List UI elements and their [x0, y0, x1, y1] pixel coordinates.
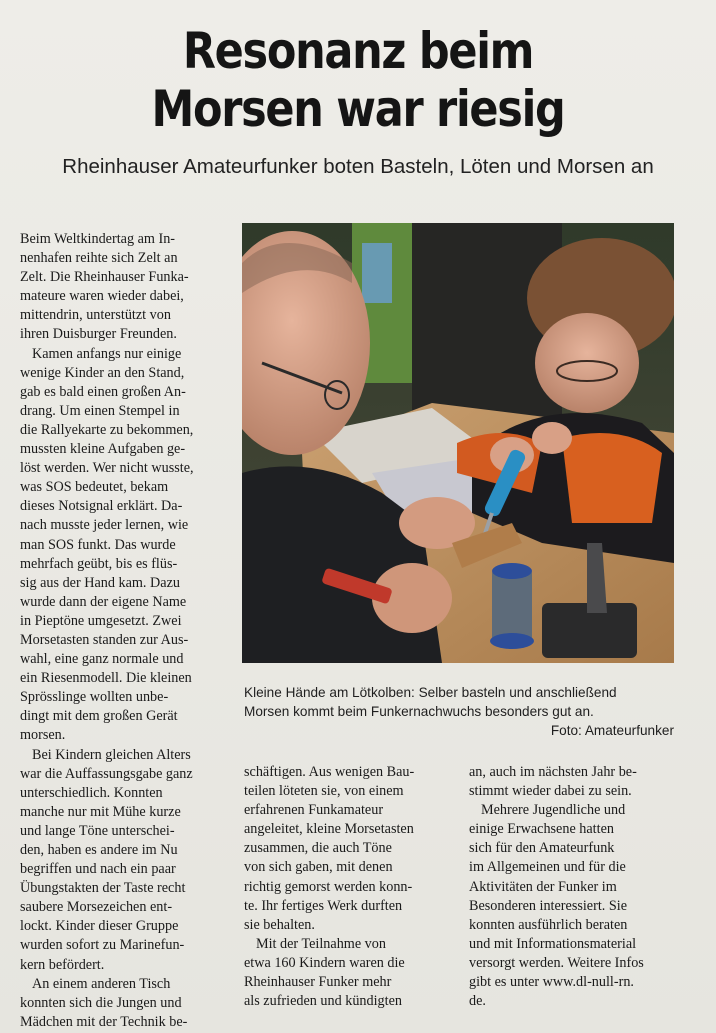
body-text-line: Zelt. Die Rheinhauser Funka-	[20, 269, 189, 286]
photo-caption	[244, 683, 674, 740]
body-text-line: erfahrenen Funkamateur	[244, 802, 384, 819]
caption-line: Morsen kommt beim Funkernachwuchs besonders gut an.	[244, 704, 594, 719]
body-text-line: Rheinhauser Funker mehr	[244, 974, 392, 991]
body-text-line: Beim Weltkindertag am In-	[20, 231, 176, 247]
body-text-line: wurden sofort zu Marinefun-	[20, 937, 185, 954]
body-text-line: gab es bald einen großen An-	[20, 383, 186, 400]
body-text-line: sich für den Amateurfunk	[469, 840, 615, 857]
body-text-line: mehrfach geübt, bis es flüs-	[20, 555, 178, 572]
body-text-line: konnten sich die Jungen und	[20, 994, 182, 1011]
body-text-line: teilen löteten sie, von einem	[244, 783, 404, 800]
body-text-line: die Rallyekarte zu bekommen,	[20, 421, 194, 438]
body-text-line: man SOS funkt. Das wurde	[20, 536, 176, 553]
body-text-line: war die Auffassungsgabe ganz	[20, 765, 193, 782]
body-text-line: löst werden. Wer nicht wusste,	[20, 460, 194, 477]
body-text-line: zusammen, die auch Töne	[244, 840, 392, 857]
headline-line-2: Morsen war riesig	[151, 80, 565, 138]
body-text-line: unterschiedlich. Konnten	[20, 784, 163, 801]
body-text-line: Mit der Teilnahme von	[256, 935, 386, 952]
body-text-line: mussten kleine Aufgaben ge-	[20, 441, 186, 458]
subheadline: Rheinhauser Amateurfunker boten Basteln, Löten und Morsen an	[62, 155, 654, 178]
article-column-3	[469, 763, 644, 1011]
body-text-line: mittendrin, unterstützt von	[20, 307, 171, 324]
body-text-line: ihren Duisburger Freunden.	[20, 326, 177, 343]
body-text-line: Übungstakten der Taste recht	[20, 880, 186, 897]
body-text-line: kern befördert.	[20, 956, 105, 973]
body-text-line: wenige Kinder an den Stand,	[20, 364, 185, 381]
body-text-line: was SOS bedeutet, bekam	[20, 479, 169, 496]
article-column-1	[20, 230, 194, 1032]
body-text-line: sie behalten.	[244, 916, 315, 933]
body-text-line: in Pieptöne umgesetzt. Zwei	[20, 612, 182, 629]
body-text-line: schäftigen. Aus wenigen Bau-	[244, 764, 415, 780]
body-text-line: An einem anderen Tisch	[32, 975, 171, 992]
body-text-line: dingt mit dem großen Gerät	[20, 708, 178, 725]
body-text-line: dieses Notsignal erklärt. Da-	[20, 498, 183, 515]
article-column-2	[244, 763, 414, 1011]
body-text-line: Mädchen mit der Technik be-	[20, 1013, 188, 1030]
body-text-line: nach musste jeder lernen, wie	[20, 517, 189, 534]
body-text-line: wahl, eine ganz normale und	[20, 651, 184, 668]
body-text-line: ein Riesenmodell. Die kleinen	[20, 670, 192, 687]
body-text-line: manche nur mit Mühe kurze	[20, 803, 181, 820]
headline	[50, 22, 666, 138]
body-text-line: Mehrere Jugendliche und	[481, 802, 626, 819]
body-text-line: von sich gaben, mit denen	[244, 859, 393, 876]
body-text-line: im Allgemeinen und für die	[469, 859, 626, 876]
body-text-line: Bei Kindern gleichen Alters	[32, 746, 191, 763]
body-text-line: wurde dann der eigene Name	[20, 593, 187, 610]
body-text-line: begriffen und nach ein paar	[20, 861, 176, 878]
body-text-line: richtig gemorst werden konn-	[244, 878, 413, 895]
body-text-line: versorgt werden. Weitere Infos	[469, 954, 644, 971]
soldering-photo-illustration	[242, 223, 674, 663]
headline-line-1: Resonanz beim	[182, 22, 534, 80]
body-text-line: konnten ausführlich beraten	[469, 916, 628, 933]
body-text-line: stimmt wieder dabei zu sein.	[469, 783, 632, 800]
body-text-line: saubere Morsezeichen ent-	[20, 899, 173, 916]
body-text-line: morsen.	[20, 727, 66, 744]
body-text-line: angeleitet, kleine Morsetasten	[244, 821, 414, 838]
body-text-line: gibt es unter www.dl-null-rn.	[469, 974, 634, 991]
body-text-line: mateure waren wieder dabei,	[20, 288, 184, 305]
body-text-line: Morsetasten standen zur Aus-	[20, 631, 189, 648]
body-text-line: als zufrieden und kündigten	[244, 993, 402, 1010]
caption-line: Kleine Hände am Lötkolben: Selber basteln und anschließend	[244, 685, 617, 700]
body-text-line: Besonderen interessiert. Sie	[469, 897, 627, 914]
body-text-line: an, auch im nächsten Jahr be-	[469, 764, 637, 780]
body-text-line: Aktivitäten der Funker im	[469, 878, 617, 895]
body-text-line: te. Ihr fertiges Werk durften	[244, 897, 403, 914]
article-photo	[242, 223, 674, 663]
body-text-line: einige Erwachsene hatten	[469, 821, 614, 838]
body-text-line: de.	[469, 993, 486, 1010]
body-text-line: Kamen anfangs nur einige	[32, 345, 182, 362]
body-text-line: etwa 160 Kindern waren die	[244, 954, 405, 971]
body-text-line: drang. Um einen Stempel in	[20, 402, 180, 419]
body-text-line: sig aus der Hand kam. Dazu	[20, 574, 180, 591]
body-text-line: nenhafen reihte sich Zelt an	[20, 250, 178, 267]
body-text-line: und mit Informationsmaterial	[469, 935, 637, 952]
body-text-line: Sprösslinge wollten unbe-	[20, 689, 169, 706]
body-text-line: lockt. Kinder dieser Gruppe	[20, 918, 179, 935]
body-text-line: und lange Töne unterschei-	[20, 822, 175, 839]
photo-credit: Foto: Amateurfunker	[550, 723, 674, 738]
body-text-line: den, haben es andere im Nu	[20, 842, 178, 858]
